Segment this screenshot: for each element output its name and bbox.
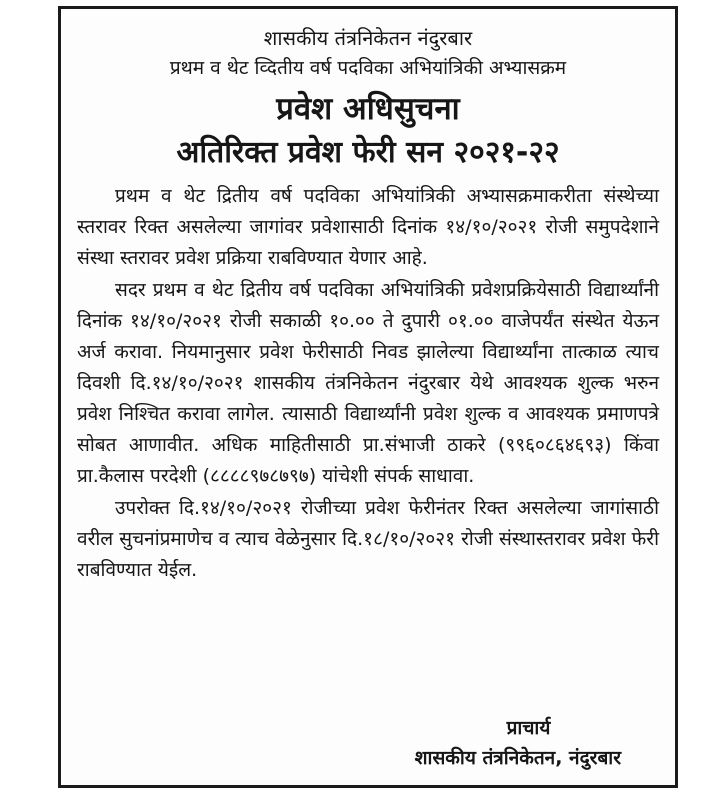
notice-heading: प्रवेश अधिसुचना <box>276 91 460 127</box>
signature-block <box>415 713 621 773</box>
paragraph-admission-process: प्रथम व थेट द्रितीय वर्ष पदविका अभियांत्रिकी अभ्यासक्रमाकरीता संस्थेच्या स्तरावर रिक्त असलेल्या जागांवर प्रवेशासाठी दिनांक १४/१०/२०२१ रोजी समुपदेशाने संस्था स्तरावर प्रवेश प्रक्रिया राबविण्यात येणार आहे. <box>77 185 659 269</box>
course-title: प्रथम व थेट व्दितीय वर्ष पदविका अभियांत्रिकी अभ्यासक्रम <box>169 57 567 79</box>
institute-name: शासकीय तंत्रनिकेतन नंदुरबार <box>263 26 473 50</box>
signatory-institute: शासकीय तंत्रनिकेतन, नंदुरबार <box>414 747 621 769</box>
admission-notice <box>58 6 678 788</box>
paragraph-next-round: उपरोक्त दि.१४/१०/२०२१ रोजीच्या प्रवेश फेरीनंतर रिक्त असलेल्या जागांसाठी वरील सुचनांप्रमाणेच व त्याच वेळेनुसार दि.१८/१०/२०२१ रोजी संस्थास्तरावर प्रवेश फेरी राबविण्यात येईल. <box>77 497 659 581</box>
paragraph-application-details: सदर प्रथम व थेट द्रितीय वर्ष पदविका अभियांत्रिकी प्रवेशप्रक्रियेसाठी विद्यार्थ्यांनी दिनांक १४/१०/२०२१ रोजी सकाळी १०.०० ते दुपारी ०१.०० वाजेपर्यंत संस्थेत येऊन अर्ज करावा. नियमानुसार प्रवेश फेरीसाठी निवड झालेल्या विद्यार्थ्यांना तात्काळ त्याच दिवशी दि.१४/१०/२०२१ शासकीय तंत्रनिकेतन नंदुरबार येथे आवश्यक शुल्क भरुन प्रवेश निश्चित करावा लागेल. त्यासाठी विद्यार्थ्यांनी प्रवेश शुल्क व आवश्यक प्रमाणपत्रे सोबत आणावीत. अधिक माहितीसाठी प्रा.संभाजी ठाकरे (९९६०८६४६९३) किंवा प्रा.कैलास परदेशी (८८८८९७८७९७) यांचेशी संपर्क साधावा. <box>77 279 659 487</box>
notice-subheading: अतिरिक्त प्रवेश फेरी सन २०२१-२२ <box>176 135 560 170</box>
signatory-title: प्राचार्य <box>506 717 551 739</box>
